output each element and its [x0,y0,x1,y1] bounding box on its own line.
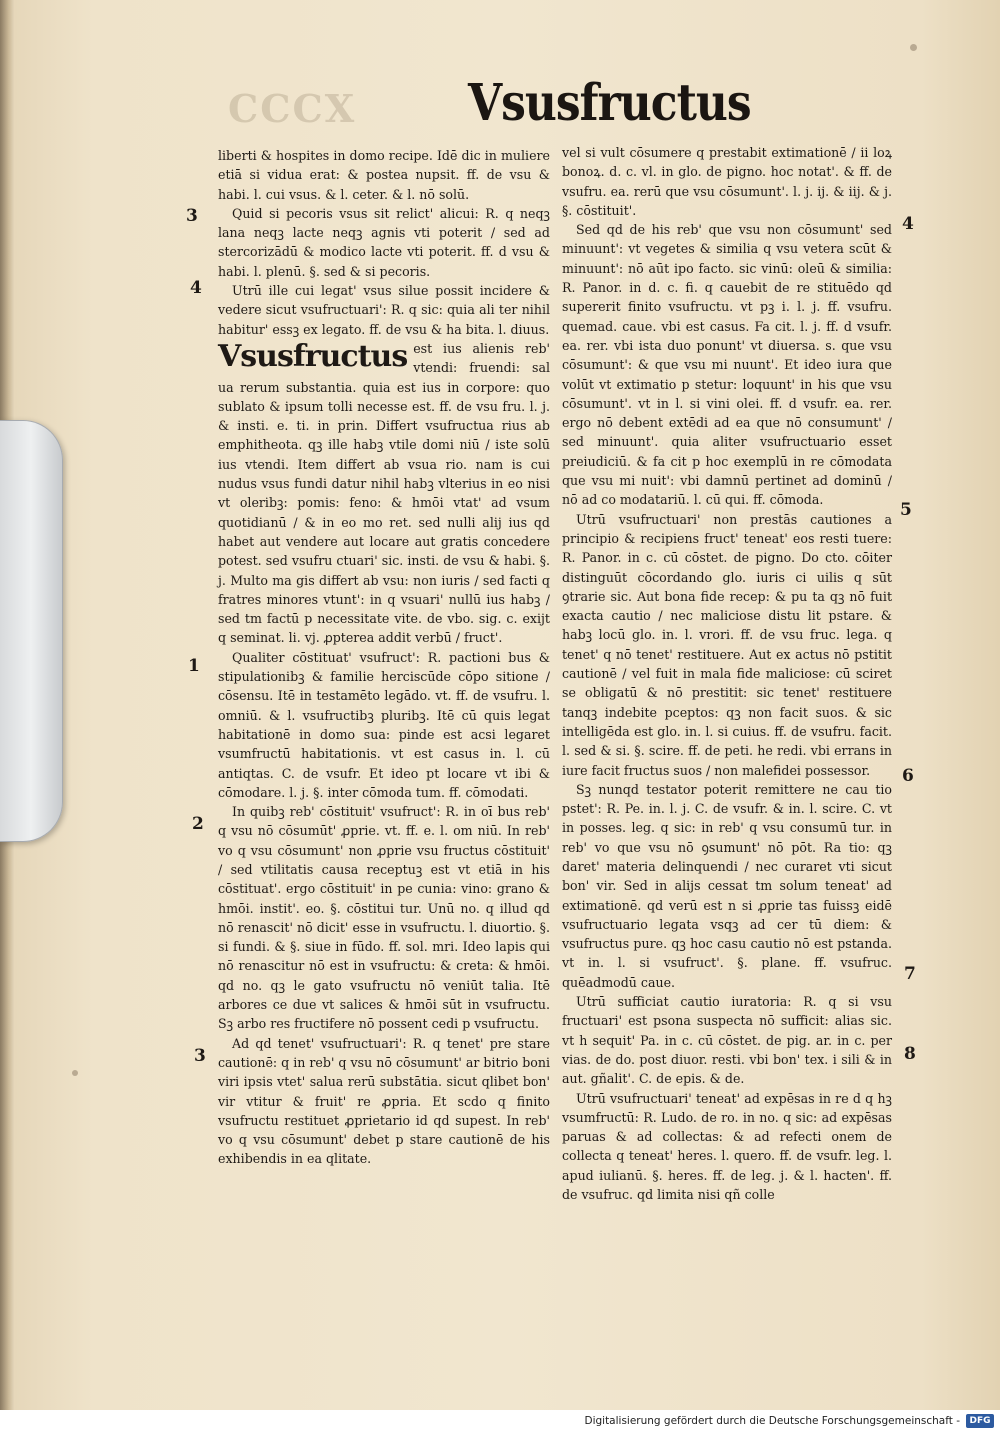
dfg-logo: DFG [966,1414,994,1428]
margin-number: 3 [186,206,198,226]
margin-number: 5 [900,500,912,520]
paragraph: Utrū sufficiat cautio iuratoria: R. q si vsu fructuari' est psona suspecta nō sufficit: alias sic. vt h sequit' Pa. in c. cū cōstet. de pig. ar. in c. per vias. de do. post diuor. resti. vbi bon' tex. i sili & in aut. gñalit'. C. de epis. & de. [562,994,892,1087]
paragraph: Quid si pecoris vsus sit relict' alicui: R. q neqꝫ lana neqꝫ lacte neqꝫ agnis vti poterit / sed ad stercorizādū & modico lacte vti poterit. ff. d vsu & habi. l. plenū. §. sed & si pecoris. [218,205,550,279]
paragraph: Qualiter cōstituat' vsufruct': R. pactioni bus & stipulationibꝫ & familie herciscūde cōpo sitione / cōsensu. Itē in testamēto legādo. vt. ff. de vsufru. l. omniū. & l. vsufructibꝫ pluribꝫ. Itē cū quis legat habitationē in domo sua: pinde est acsi legaret vsumfructū habitationis. vt est casus in. l. cū antiqtas. C. de vsufr. Et ideo pt locare vt ibi & cōmodare. l. j. §. inter cōmoda tum. ff. cōmodati. [218,649,550,800]
margin-number: 3 [194,1046,206,1066]
paper-spot [910,44,917,51]
paragraph: Utrū vsufructuari' teneat' ad expēsas in re d q hꝫ vsumfructū: R. Ludo. de ro. in no. q sic: ad expēsas paruas & ad collectas: & ad refecti onem de collecta q teneat' heres. l. quero. ff. de vsufr. leg. l. apud iulianū. §. heres. ff. de leg. j. & l. hacten'. ff. de vsufruc. qd limita nisi qñ colle [562,1090,892,1203]
footer-bar [0,1410,1000,1433]
margin-number: 4 [902,214,914,234]
folio-number: CCCX [228,86,357,131]
margin-number: 4 [190,278,202,298]
lemma-heading: Vsusfructus [218,338,408,374]
margin-number: 1 [188,656,200,676]
funding-credit: Digitalisierung gefördert durch die Deutsche Forschungsgemeinschaft - [584,1415,960,1427]
paper-spot [72,1070,78,1076]
page-holder-clip [0,420,63,842]
margin-number: 7 [904,964,916,984]
paragraph: Utrū vsufructuari' non prestās cautiones a principio & recipiens fruct' teneat' eos resti tuere: R. Panor. in c. cū cōstet. de pigno. Do cto. cōiter distinguūt cōcordando glo. iuris ci uilis q sūt ꝯtrarie sic. Aut bona fide recep: & pu ta qꝫ nō fuit exacta cautio / nec maliciose distu lit pstare. & habꝫ locū glo. in. l. vrori. ff. de vsu fruc. lega. q tenet' q nō tenet' restituere. Aut ex actus nō pstitit cautionē / vel fuit in mala fide maliciose: cū sciret se obligatū & nō prestitit: sic tenet' restituere tanqꝫ indebite pceptos: qꝫ non facit suos. & sic intelligēda est glo. in. l. si cuius. ff. de vsufru. facit. l. sed & si. §. scire. ff. de peti. he redi. vbi errans in iure facit fructus suos / non malefidei possessor. [562,511,892,778]
right-text-column [562,143,892,1204]
left-text-column [218,146,550,1169]
paragraph: Utrū ille cui legat' vsus silue possit incidere & vedere sicut vsufructuari': R. q sic: quia ali ter nihil habitur' essꝫ ex legato. ff. de vsu & ha bita. l. diuus. [218,283,550,337]
margin-number: 6 [902,766,914,786]
paragraph: In quibꝫ reb' cōstituit' vsufruct': R. in oī bus reb' q vsu nō cōsumūt' ꝓprie. vt. ff. e. l. om niū. In reb' vo q vsu cōsumunt' non ꝓprie vsu fructus cōstituit' / sed vtilitatis causa receptuꝫ est vt etiā in his cōstituat'. ergo cōstituit' in pe cunia: vino: grano & hmōi. instit'. eo. §. cōstitui tur. Unū no. q illud qd nō renascit' nō dicit' esse in vsufructu. l. diuortio. §. si fundi. & §. siue in fūdo. ff. sol. mri. Ideo lapis qui nō renascitur nō est in vsufructu: & creta: & hmōi. qd no. qꝫ le gato vsufructu nō veniūt talia. Itē arbores ce due vt salices & hmōi sūt in vsufructu. Sꝫ arbo res fructifere nō possent cedi p vsufructu. [218,804,550,1032]
paragraph: liberti & hospites in domo recipe. Idē dic in muliere etiā si vidua erat: & postea nupsit. ff. de vsu & habi. l. cui vsus. & l. ceter. & l. nō solū. [218,148,550,202]
paragraph: Sꝫ nunqd testator poterit remittere ne cau tio pstet': R. Pe. in. l. j. C. de vsufr. & in. l. scire. C. vt in posses. leg. q sic: in reb' q vsu consumū tur. in reb' vo que vsu nō ꝯsumunt' nō pōt. Ra tio: qꝫ daret' materia delinquendi / nec curaret vti sicut bon' vir. Sed in alijs cessat tm solum teneat' ad extimationē. qd verū est n si ꝓprie tas fuissꝫ eidē vsufructuario legata vsqꝫ ad cer tū diem: & vsufructus pure. qꝫ hoc casu cautio nō est pstanda. vt in. l. si vsufruct'. §. plane. ff. vsufruc. quēadmodū caue. [562,781,892,990]
margin-number: 2 [192,814,204,834]
paragraph: Sed qd de his reb' que vsu non cōsumunt' sed minuunt': vt vegetes & similia q vsu vetera scūt & minuunt': nō aūt ipo facto. sic vinū: oleū & similia: R. Panor. in d. c. fi. q cauebit de re stituēdo qd supererit finito vsufructu. vt pꝫ i. l. j. ff. vsufru. quemad. caue. vbi est casus. Fa cit. l. j. ff. d vsufr. ea. rer. vbi ista duo ponunt' vt diuersa. s. que vsu cōsumunt': & que vsu mi nuunt'. Et ideo iura que volūt vt extimatio p stetur: loquunt' in his que vsu cōsumunt'. vt in l. si vini olei. ff. d vsufr. ea. rer. ergo nō debent extēdi ad ea que nō consumunt' / sed minuunt'. quia aliter vsufructuario esset preiudiciū. & fa cit p hoc exemplū in re cōmodata que vsu mi nuit': vbi damnū pertinet ad dominū / nō ad co modatariū. l. cū qui. ff. cōmoda. [562,222,892,508]
running-head: Vsusfructus [468,74,751,133]
margin-number: 8 [904,1044,916,1064]
paragraph: Ad qd tenet' vsufructuari': R. q tenet' pre stare cautionē: q in reb' q vsu nō cōsumunt' ar bitrio boni viri ipsis vtet' salua rerū substātia. sicut qlibet bon' vir vtitur & fruit' re ꝓpria. Et scdo q finito vsufructu restituet ꝓprietario id qd supest. In reb' vo q vsu cōsumunt' debet p stare cautionē de his exhibendis in ea qlitate. [218,1035,550,1167]
lemma-entry [218,339,550,648]
paragraph: est ius alienis reb' vtendi: fruendi: sal ua rerum substantia. quia est ius in corpore: quo sublato & ipsum tolli necesse est. ff. de vsu fru. l. j. & insti. e. ti. in prin. Differt vsufructua rius ab emphitheota. qꝫ ille habꝫ vtile domi niū / iste solū ius vtendi. Item differt ab vsua rio. nam is cui nudus vsus fundi datur nihil habꝫ vlterius in eo nisi vt oleribꝫ: pomis: feno: & hmōi vtat' ad vsum quotidianū / & in eo mo ret. sed nulli alij ius qd habet aut vendere aut locare aut gratis concedere potest. sed vsufru ctuari' sic. insti. de vsu & habi. §. j. Multo ma gis differt ab vsu: non iuris / sed facti q fratres minores vtunt': in q vsuari' nullū ius habꝫ / sed tm factū p necessitate vite. de vbo. sig. c. exijt q seminat. li. vj. ꝓpterea addit verbū / fruct'. [218,340,550,646]
paragraph: vel si vult cōsumere q prestabit extimationē / ii loꝝ bonoꝝ. d. c. vl. in glo. de pigno. hoc notat'. & ff. de vsufru. ea. rerū que vsu cōsumunt'. l. j. ij. & iij. & j. §. cōstituit'. [562,145,892,218]
